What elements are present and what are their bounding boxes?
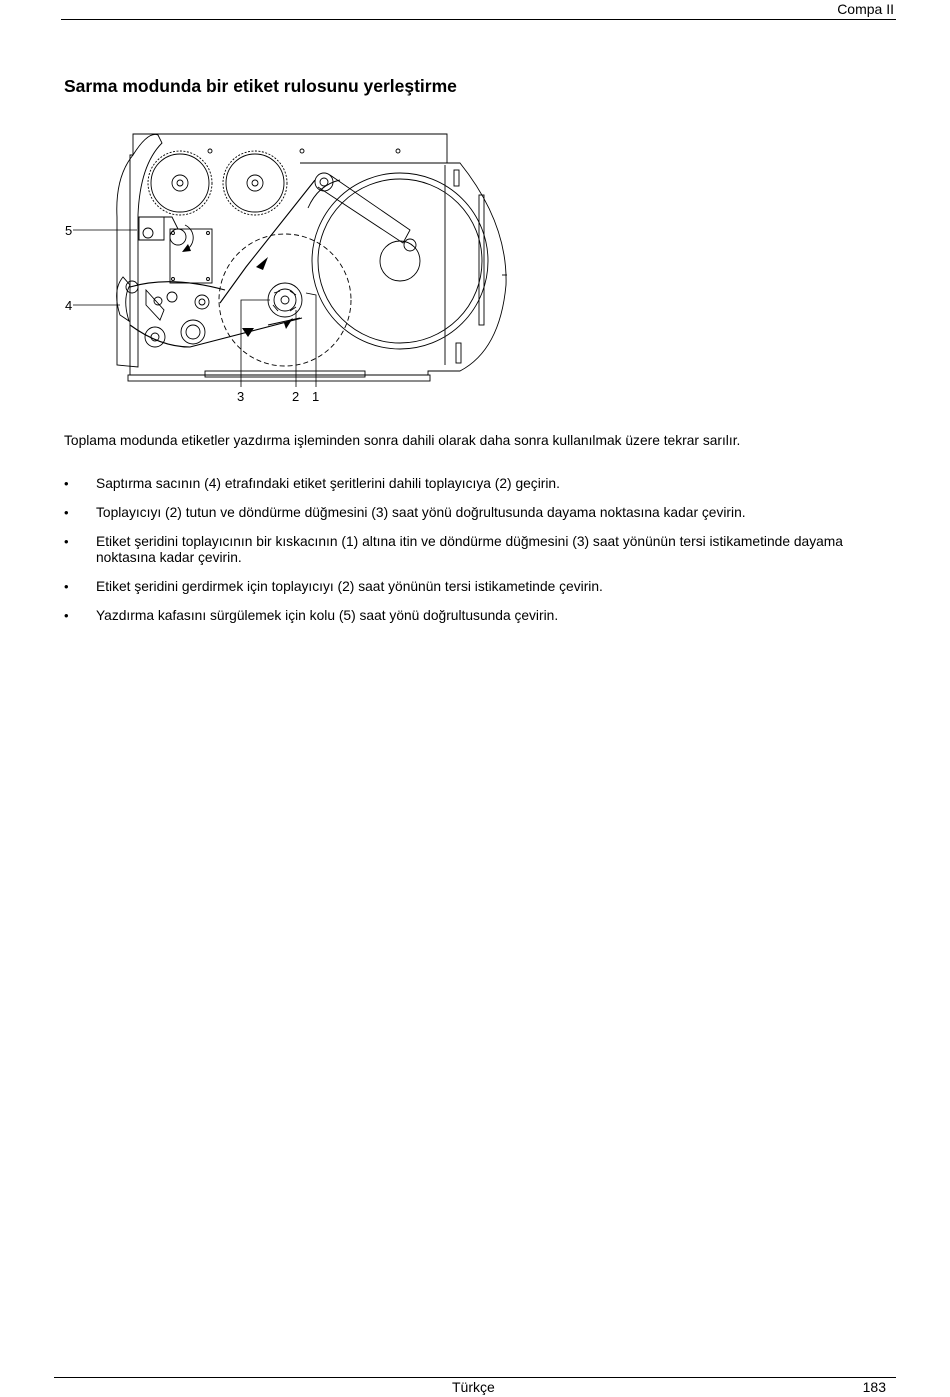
instruction-list	[64, 476, 894, 637]
step-text: Etiket şeridini toplayıcının bir kıskacının (1) altına itin ve döndürme düğmesini (3) saat yönünün tersi istikametinde dayama noktasına kadar çevirin.	[96, 534, 843, 565]
leader-lines	[73, 230, 316, 387]
header-rule	[61, 19, 896, 20]
deflector-plate	[117, 277, 138, 321]
step-text: Saptırma sacının (4) etrafındaki etiket şeritlerini dahili toplayıcıya (2) geçirin.	[96, 476, 560, 491]
list-item	[64, 505, 894, 521]
list-item	[64, 579, 894, 595]
callout-3: 3	[237, 389, 245, 404]
ribbon-rollers	[148, 151, 287, 215]
bullet-icon: •	[64, 608, 69, 623]
callout-1: 1	[312, 389, 320, 404]
bullet-icon: •	[64, 579, 69, 594]
intro-paragraph: Toplama modunda etiketler yazdırma işleminden sonra dahili olarak daha sonra kullanılmak üzere tekrar sarılır.	[64, 433, 741, 448]
footer-rule	[54, 1377, 896, 1378]
footer-language: Türkçe	[452, 1379, 495, 1395]
label-roll	[308, 173, 488, 349]
header-product-name: Compa II	[837, 1, 894, 17]
bullet-icon: •	[64, 534, 69, 549]
bullet-icon: •	[64, 476, 69, 491]
list-item	[64, 534, 894, 566]
step-text: Yazdırma kafasını sürgülemek için kolu (5) saat yönü doğrultusunda çevirin.	[96, 608, 559, 623]
page-number: 183	[862, 1379, 886, 1395]
callout-2: 2	[292, 389, 300, 404]
printer-diagram	[60, 125, 520, 410]
bullet-icon: •	[64, 505, 69, 520]
list-item	[64, 608, 894, 624]
callout-5: 5	[65, 223, 73, 238]
section-title: Sarma modunda bir etiket rulosunu yerleştirme	[64, 76, 457, 96]
list-item	[64, 476, 894, 492]
internal-rewinder	[219, 234, 351, 366]
step-text: Etiket şeridini gerdirmek için toplayıcıyı (2) saat yönünün tersi istikametinde çevirin.	[96, 579, 603, 594]
roll-holder-arm	[315, 173, 416, 251]
callout-4: 4	[65, 298, 73, 313]
step-text: Toplayıcıyı (2) tutun ve döndürme düğmesini (3) saat yönü doğrultusunda dayama noktasına kadar çevirin.	[96, 505, 746, 520]
